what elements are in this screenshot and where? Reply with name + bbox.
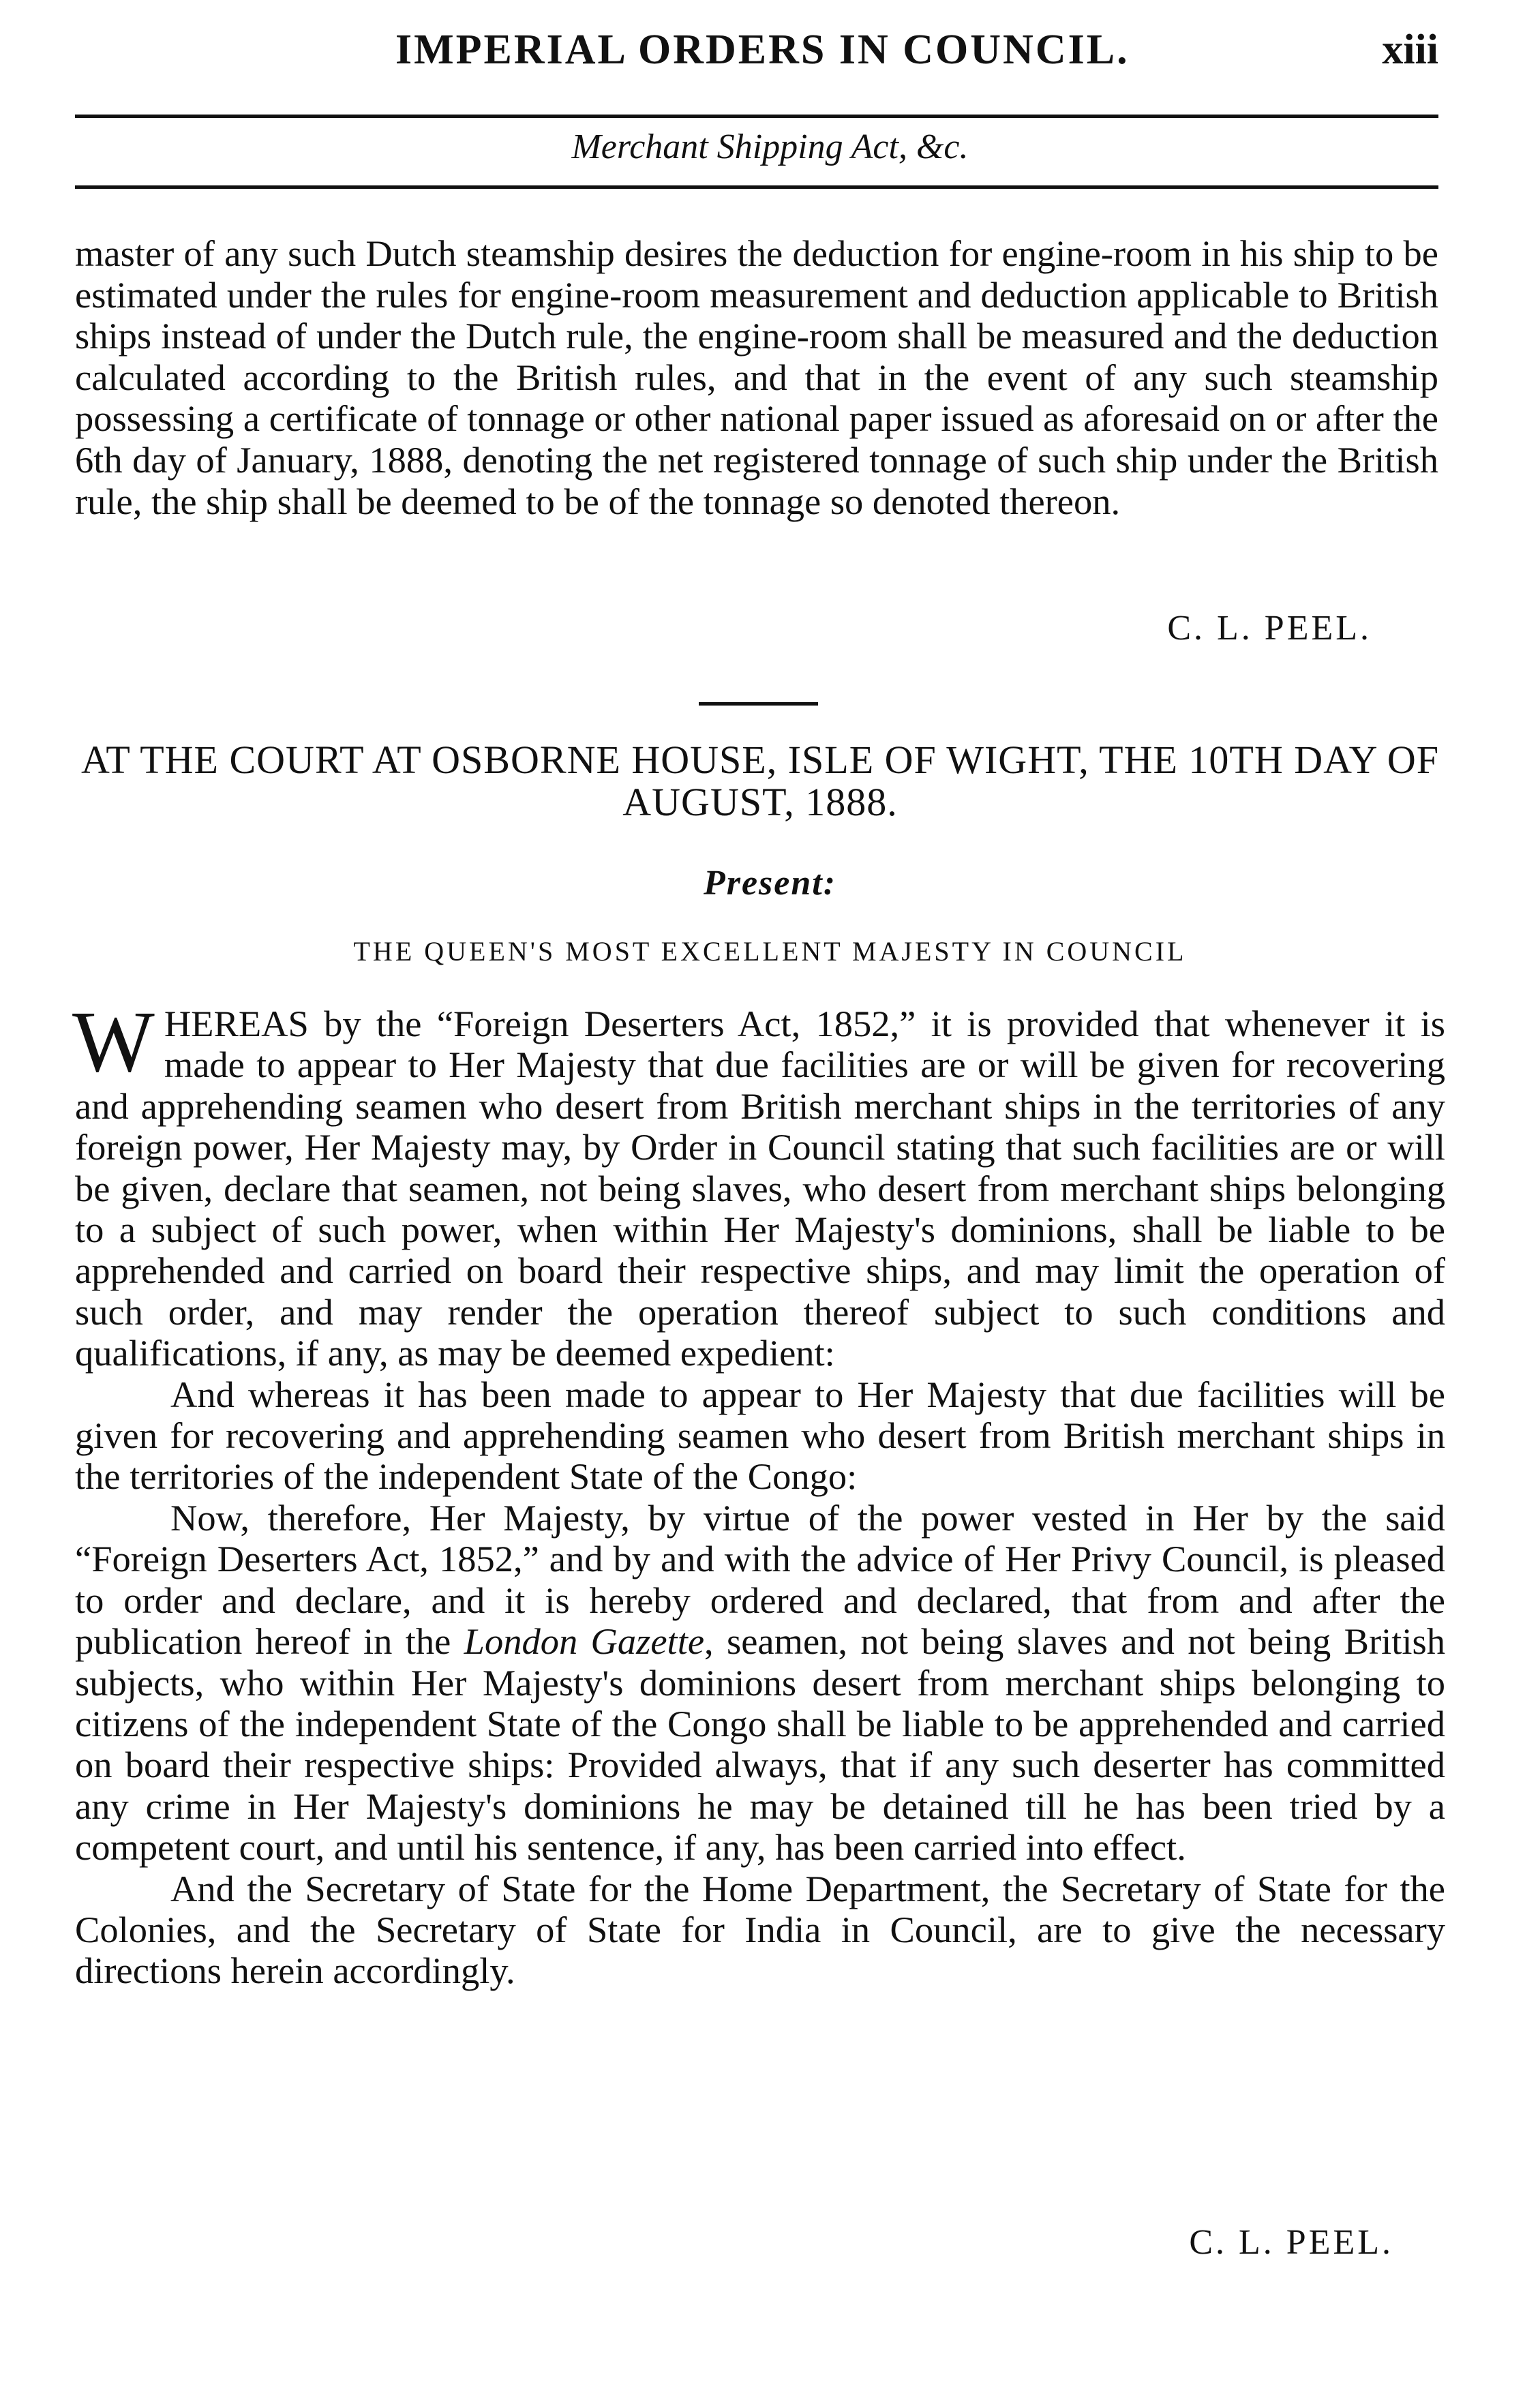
signature-first: C. L. PEEL.	[1167, 609, 1372, 648]
gazette-title: London Gazette	[464, 1620, 705, 1663]
section-divider	[699, 702, 818, 706]
running-head-title: IMPERIAL ORDERS IN COUNCIL.	[395, 27, 1130, 73]
section-subheading: Merchant Shipping Act, &c.	[571, 127, 969, 166]
order-paragraph-2: And whereas it has been made to appear to Her Majesty that due facilities will be given for recovering and apprehending seamen who desert from British merchant ships in the territories of the independent State of the Congo:	[75, 1373, 1445, 1498]
order-paragraph-3	[75, 1498, 1445, 1869]
header-rule-top	[75, 115, 1438, 118]
order-paragraph-3-text-a: Now, therefore, Her Majesty, by virtue of the power vested in Her by the said “Foreign Deserters Act, 1852,” and by and with the advice of Her Privy Council, is pleased to order and declare, and it is hereby ordered and declared, that from and after the publication hereof in the	[75, 1496, 1445, 1663]
page-number: xiii	[1382, 27, 1438, 73]
signature-second: C. L. PEEL.	[1189, 2223, 1393, 2262]
order-body	[72, 993, 1445, 1992]
present-label: Present:	[703, 864, 837, 903]
order-paragraph-1-text: HEREAS by the “Foreign Deserters Act, 1852,” it is provided that whenever it is made to appear to Her Majesty that due facilities are or will be given for recovering and apprehending seamen who desert from British merchant ships in the territories of any foreign power, Her Majesty may, by Order in Council stating that such facilities are or will be given, declare that seamen, not being slaves, who desert from merchant ships belonging to a subject of such power, when within Her Majesty's dominions, shall be liable to be apprehended and carried on board their respective ships, and may limit the operation of such order, and may render the operation thereof subject to such conditions and qualifications, if any, as may be deemed expedient:	[75, 1003, 1445, 1374]
order-paragraph-4: And the Secretary of State for the Home Department, the Secretary of State for the Colonies, and the Secretary of State for India in Council, are to give the necessary directions herein accordingly.	[75, 1867, 1445, 1992]
order-paragraph-1	[72, 993, 1445, 1374]
continued-paragraph: master of any such Dutch steamship desires the deduction for engine-room in his ship to be estimated under the rules for engine-room measurement and deduction applicable to British ships instead of under the Dutch rule, the engine-room shall be measured and the deduction calculated according to the British rules, and that in the event of any such steamship possessing a certificate of tonnage or other national paper issued as aforesaid on or after the 6th day of January, 1888, denoting the net registered tonnage of such ship under the British rule, the ship shall be deemed to be of the tonnage so denoted thereon.	[75, 232, 1438, 522]
running-head	[75, 19, 1438, 80]
order-paragraph-3-text-b: , seamen, not being slaves and not being British subjects, who within Her Majesty's dominions desert from merchant ships belonging to citizens of the independent State of the Congo shall be liable to be apprehended and carried on board their respective ships: Provided always, that if any such deserter has committed any crime in Her Majesty's dominions he may be detained till he has been tried by a competent court, and until his sentence, if any, has been carried into effect.	[75, 1620, 1445, 1869]
council-line: THE QUEEN'S MOST EXCELLENT MAJESTY IN COUNCIL	[353, 936, 1187, 967]
court-heading: AT THE COURT AT OSBORNE HOUSE, ISLE OF WIGHT, THE 10TH DAY OF AUGUST, 1888.	[80, 738, 1440, 824]
drop-cap: W	[72, 993, 155, 1090]
header-rule-bottom	[75, 185, 1438, 189]
